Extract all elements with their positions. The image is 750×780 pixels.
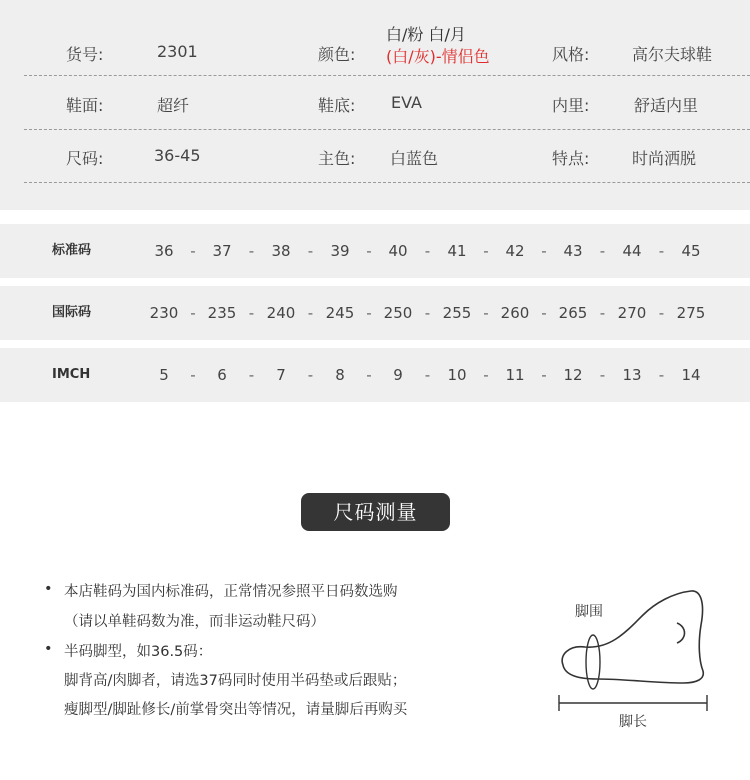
size-value: 275 — [676, 304, 706, 322]
foot-girth-label: 脚围 — [575, 604, 603, 620]
size-value: 37 — [212, 242, 232, 260]
spec-key-size: 尺码: — [66, 149, 104, 168]
size-separator: - — [483, 304, 489, 322]
foot-length-label: 脚长 — [619, 714, 647, 730]
size-value: 44 — [622, 242, 642, 260]
size-value: 36 — [154, 242, 174, 260]
spec-key-item-no: 货号: — [66, 45, 104, 64]
size-value: 42 — [505, 242, 525, 260]
size-value: 40 — [388, 242, 408, 260]
note-line: （请以单鞋码数为准，而非运动鞋尺码） — [64, 614, 325, 630]
spec-key-sole: 鞋底: — [318, 96, 356, 115]
size-separator: - — [307, 242, 314, 260]
color-line-2: (白/灰)-情侣色 — [386, 47, 490, 66]
spec-value-style: 高尔夫球鞋 — [632, 45, 713, 64]
spec-key-main-color: 主色: — [318, 149, 356, 168]
size-value: 13 — [622, 366, 642, 384]
size-separator: - — [248, 242, 255, 260]
size-value: 8 — [335, 366, 345, 384]
size-separator: - — [366, 242, 372, 260]
spec-value-main-color: 白蓝色 — [390, 149, 439, 168]
spec-key-style: 风格: — [552, 45, 590, 64]
size-separator: - — [658, 366, 665, 384]
note-line: 本店鞋码为国内标准码，正常情况参照平日码数选购 — [64, 584, 398, 600]
size-value: 10 — [447, 366, 467, 384]
bullet-icon: • — [44, 581, 53, 597]
spec-value-color — [386, 24, 490, 68]
size-measurement-title: 尺码测量 — [301, 493, 450, 531]
size-row-international — [0, 286, 750, 340]
size-value: 250 — [383, 304, 413, 322]
size-value: 38 — [271, 242, 291, 260]
size-separator: - — [658, 242, 665, 260]
size-separator: - — [190, 366, 196, 384]
size-separator: - — [541, 304, 547, 322]
size-row-label: IMCH — [52, 367, 91, 382]
spec-row-1 — [0, 24, 750, 78]
size-row-imch — [0, 348, 750, 402]
size-value: 45 — [681, 242, 701, 260]
size-value: 240 — [266, 304, 296, 322]
spec-key-lining: 内里: — [552, 96, 590, 115]
size-value: 235 — [207, 304, 237, 322]
size-row-label: 标准码 — [52, 243, 92, 258]
size-value: 265 — [558, 304, 588, 322]
size-value: 260 — [500, 304, 530, 322]
size-separator: - — [248, 366, 255, 384]
size-separator: - — [190, 242, 196, 260]
size-row-label: 国际码 — [52, 305, 92, 320]
spec-row-2 — [0, 76, 750, 130]
size-separator: - — [599, 304, 606, 322]
size-separator: - — [366, 366, 372, 384]
spec-value-lining: 舒适内里 — [634, 96, 699, 115]
size-separator: - — [599, 366, 606, 384]
size-value: 270 — [617, 304, 647, 322]
size-separator: - — [424, 242, 431, 260]
size-separator: - — [483, 366, 489, 384]
spec-value-sole: EVA — [391, 93, 422, 112]
spec-value-item-no: 2301 — [157, 42, 198, 61]
note-line: 瘦脚型/脚趾修长/前掌骨突出等情况，请量脚后再购买 — [64, 702, 408, 718]
bullet-icon: • — [44, 641, 53, 657]
note-line: 半码脚型，如36.5码： — [64, 644, 213, 660]
spec-key-feature: 特点: — [552, 149, 590, 168]
size-separator: - — [248, 304, 255, 322]
size-value: 245 — [325, 304, 355, 322]
size-value: 6 — [217, 366, 227, 384]
size-value: 12 — [563, 366, 583, 384]
size-value: 255 — [442, 304, 472, 322]
size-separator: - — [307, 366, 314, 384]
size-value: 9 — [393, 366, 403, 384]
spec-value-size: 36-45 — [154, 146, 201, 165]
dashed-divider — [24, 182, 750, 183]
spec-key-upper: 鞋面: — [66, 96, 104, 115]
size-separator: - — [366, 304, 372, 322]
size-separator: - — [658, 304, 665, 322]
size-value: 43 — [563, 242, 583, 260]
foot-measurement-diagram — [555, 585, 715, 735]
size-separator: - — [424, 304, 431, 322]
color-line-1: 白/粉 白/月 — [386, 25, 466, 44]
size-value: 14 — [681, 366, 701, 384]
size-value: 11 — [505, 366, 525, 384]
spec-value-feature: 时尚洒脱 — [632, 149, 697, 168]
size-separator: - — [424, 366, 431, 384]
size-separator: - — [541, 242, 547, 260]
spec-table — [0, 0, 750, 210]
spec-key-color: 颜色: — [318, 45, 356, 64]
size-row-standard — [0, 224, 750, 278]
size-separator: - — [483, 242, 489, 260]
size-value: 7 — [276, 366, 286, 384]
size-value: 39 — [330, 242, 350, 260]
size-value: 5 — [159, 366, 169, 384]
spec-row-3 — [0, 130, 750, 184]
size-separator: - — [599, 242, 606, 260]
note-line: 脚背高/肉脚者，请选37码同时使用半码垫或后跟贴； — [64, 673, 407, 689]
spec-value-upper: 超纤 — [157, 96, 190, 115]
size-separator: - — [307, 304, 314, 322]
size-value: 230 — [149, 304, 179, 322]
size-value: 41 — [447, 242, 467, 260]
size-separator: - — [190, 304, 196, 322]
size-separator: - — [541, 366, 547, 384]
